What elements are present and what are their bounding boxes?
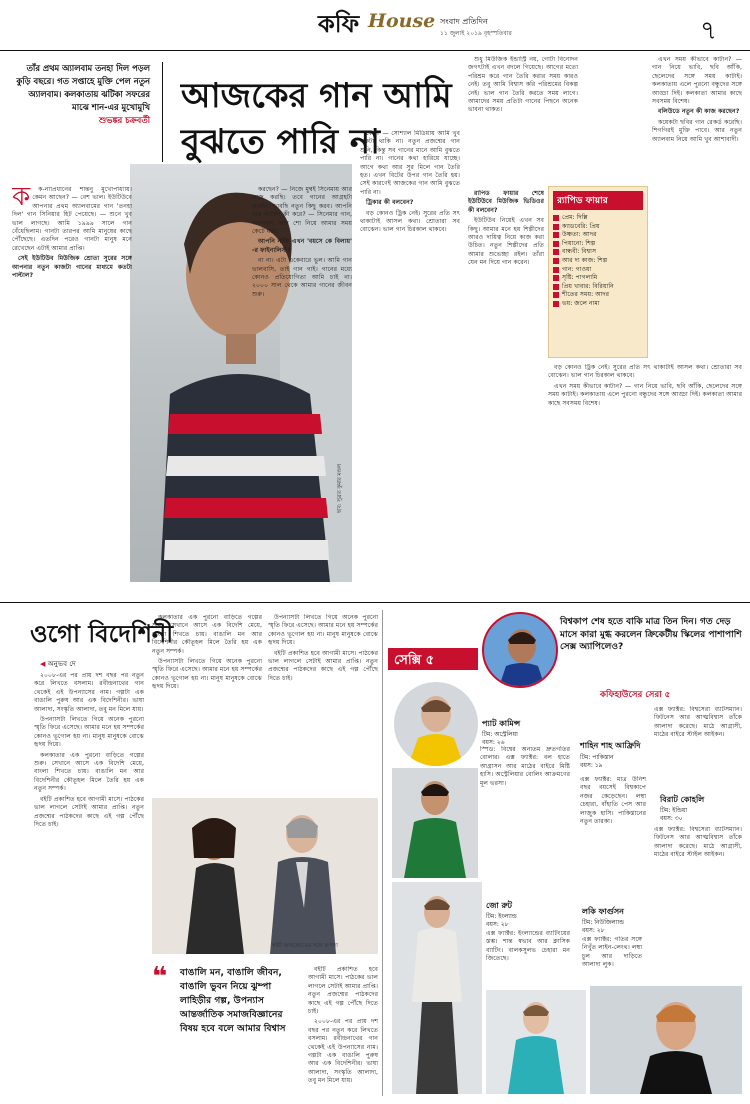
shaheen-text: এক্স ফ্যাক্টর: মাত্র উনিশ বছর বয়সেই বিশ্বকাপে নজর কেড়েছেন। লম্বা চেহারা, বাঁহাতি পেস আর লাজুক হাসি। পাকিস্তানের নতুন তারকা। [580, 776, 646, 826]
rapid-fire-item-text: আর দ্য কাজ: শিল্প [562, 256, 608, 264]
player-name-ferguson: লকি ফার্গুসন টিম: নিউজিল্যান্ড বয়স: ২৮ [582, 907, 625, 934]
rapid-fire-item [553, 214, 643, 223]
rapid-fire-item [553, 274, 643, 283]
rapid-fire-item-text: প্রেম: দিল্লি [562, 214, 588, 221]
shaheen-stats: টিম: পাকিস্তান বয়স: ১৯ [580, 754, 614, 769]
arrow-icon: ◀ [40, 660, 46, 668]
root-photo [486, 990, 586, 1094]
rapid-fire-item [553, 266, 643, 275]
kohli-photo [482, 612, 558, 688]
rapid-fire-item-text: গান: গাওয়া [562, 265, 592, 273]
rapid-fire-item-text: পিয়ানো: শিল্প [562, 239, 596, 247]
cummins-portrait-icon [394, 682, 478, 766]
bullet-square-icon [553, 275, 559, 281]
cummins-full-photo [392, 882, 482, 1094]
couple-photo-caption: স্বামী আনন্দ্রোত্রের সঙ্গে রুপসা [272, 943, 338, 949]
section-rule [0, 602, 750, 603]
bideshini-byline: ◀ অনুভব দে [40, 660, 76, 668]
rapid-fire-item-text: শীতের সময়: আদর [562, 291, 610, 299]
rapid-fire-item [553, 257, 643, 266]
kohli-text: এক্স ফ্যাক্টর: বিশ্বসেরা ব্যাটসম্যান। ফিটনেস আর আত্মবিশ্বাস তাঁকে আলাদা করেছে। মাঠে আগ্রাসী, মাঠের বাইরে স্টাইল আইকন। [654, 826, 742, 859]
ferguson-photo [590, 986, 742, 1094]
story-column-2: করছেন? — নিজে মুম্বই সিনেমায় আর কাজ করছি। তবে গানের আগ্রহটা কমেনি। ভাবছি নতুন কিছু করব। আপনি ব্যস্ত থাকেন কী করে? — সিনেমার গান, অ্যালবাম আর শো নিয়ে আমার সময় কেটে যায়। আপনি নাকি এখন 'বয়সে কে বিলায়' -র ফাইনালিস্ট? না না। এটা একেবারে ভুল। আমি গান ভালবাসি, তাই গান গাই। গানের মধ্যে কোনও প্রতিযোগিতা আমি চাই না। ২০০০ সাল থেকে আমার গানের জীবন শুরু। [252, 186, 352, 298]
bullet-square-icon [553, 284, 559, 290]
bideshini-title: ওগো বিদেশিনী [30, 620, 174, 648]
rapid-fire-list [553, 214, 643, 309]
issue-date: ১১ জুলাই ২০১৯ বৃহস্পতিবার [440, 30, 512, 37]
drop-cap: ক [12, 186, 31, 212]
bullet-square-icon [553, 241, 559, 247]
story-column-4: শুধু মিউজিক ইন্ডাস্ট্রি নয়, গোটা বিনোদন জগৎটাই এখন বদলে গিয়েছে। আগের মতো পরিশ্রম করে গান তৈরি করার সময় কারও নেই। তবু আমি বিশ্বাস করি পরিশ্রমের বিকল্প নেই। ভাল গান তৈরি করতে সময় লাগে। আমাদের সময় প্রতিটা গানের পিছনে অনেক ভাবনা থাকত। [468, 56, 578, 114]
logo-right: House [368, 10, 436, 32]
sexy5-title: সেক্সি ৫ [394, 653, 435, 668]
vertical-divider [382, 610, 383, 1096]
cummins-full-icon [392, 882, 482, 1094]
byline: শুভঙ্কর চক্রবর্তী [98, 115, 150, 125]
bullet-square-icon [553, 258, 559, 264]
shaheen-portrait-icon [392, 768, 478, 878]
paper-name: সংবাদ প্রতিদিন [440, 17, 488, 26]
story-column-4b: রাপিড ফায়ার শেষে ইউটিউবে মিউজিক ভিডিওর কী বলবেন? ইউটিউব নিয়েই এখন সব কিছু। আমার মনে হয় শিল্পীদের আরও দায়িত্ব নিয়ে কাজ করা উচিত। নতুন শিল্পীদের প্রতি আমার শুভেচ্ছা রইল। তাঁরা যেন মন দিয়ে গান করেন। [468, 190, 544, 267]
ferguson-portrait-icon [590, 986, 742, 1094]
story-column-3: কেন? — সোশ্যাল মিডিয়ায় আমি খুব একটা থাকি না। নতুন প্রজন্মের গান শুনি, কিন্তু সব গানের মানে আমি বুঝতে পারি না। গানের কথা হারিয়ে যাচ্ছে। আগে কথা আর সুর মিলে গান তৈরি হত। এখন বিটের উপর গান তৈরি হয়। সেই কারণেই আজকের গান আমি বুঝতে পারি না। ট্রিকার কী বলবেন? বড় কোনও ট্রিক নেই। সুরের প্রতি সৎ থাকাটাই আসল কথা। শ্রোতারা সব বোঝেন। ভাল গান চিরকাল থাকবে। [360, 130, 460, 234]
photo-credit: ছবি: সুব্রত কুমার মণ্ডল [337, 464, 343, 514]
page-number: ৭ [700, 16, 717, 46]
bullet-square-icon [553, 232, 559, 238]
rapid-fire-item [553, 248, 643, 257]
kohli-portrait-icon [484, 614, 558, 688]
shaheen-photo [392, 768, 478, 878]
couple-illustration-icon [152, 798, 378, 954]
rapid-fire-title: র‍্যাপিড ফায়ার [553, 191, 643, 210]
rapid-fire-item [553, 231, 643, 240]
cummins-photo [394, 682, 478, 766]
player-name-kohli: বিরাট কোহলি টিম: ইন্ডিয়া বয়স: ৩০ [660, 795, 705, 822]
bullet-square-icon [553, 292, 559, 298]
sexy5-title-banner [388, 648, 478, 670]
bullet-square-icon [553, 224, 559, 230]
headline-line2: বুঝতে পারি না [181, 122, 381, 162]
story-column-1: ক ক-ন্যাপ্রধানের শান্তনু মুখোপাধ্যায়। কেমন আছেন? — বেশ ভাল। ইউটিউবে আপনার প্রথম অ্যালবামের গান 'তনহা দিল' গান সিনিয়ার হিট পেয়েছে। — শুনে খুব ভাল লাগছে। আমি ১৯৯৯ সালে গান বেঁধেছিলাম। গানটা তারপর আমি মানুষের কাছে পৌঁছেছে। এতদিন পরেও গানটা মানুষ মনে রেখেছেন এটাই আমার প্রাপ্তি। সেই ইউটিউব মিউজিক শ্রোতা সুরের সঙ্গে আপনার নতুন কাজটা গানের মাধ্যমে কতটা পাল্টাল? [12, 186, 132, 280]
root-portrait-icon [486, 990, 586, 1094]
rapid-fire-item [553, 300, 643, 309]
ferguson-text: এক্স ফ্যাক্টর: গতির সঙ্গে নিখুঁত লাইন-লেংথ। লম্বা চুল আর দাড়িতে আলাদা লুক। [582, 936, 642, 969]
rapid-fire-item [553, 291, 643, 300]
bullet-square-icon [553, 301, 559, 307]
rapid-fire-item-text: উষ্ণতা: আদর [562, 231, 597, 239]
rapid-fire-item-text: বান্ধবী: বিশ্বাস [562, 248, 597, 256]
story-column-6: এখন সময় কীভাবে কাটান? — গান নিয়ে ভাবি, ছবি আঁকি, ছেলেদের সঙ্গে সময় কাটাই। কলকাতায় এলে পুরনো বন্ধুদের সঙ্গে আড্ডা দিই। কলকাতা আমার কাছে সবসময় বিশেষ। বলিউডে নতুন কী কাজ করছেন? কয়েকটা ছবির গান রেকর্ড করেছি। শিগগিরই মুক্তি পাবে। আর নতুন অ্যালবাম নিয়ে আমি খুব আশাবাদী। [652, 56, 742, 143]
couple-photo [152, 798, 378, 954]
rapid-fire-item-text: প্রিয় খাবার: বিরিয়ানি [562, 282, 614, 290]
headline-line1: আজকের গান আমি [181, 76, 452, 116]
kohli-intro-text: এক্স ফ্যাক্টর: বিশ্বসেরা ব্যাটসম্যান। ফিটনেস আর আত্মবিশ্বাস তাঁকে আলাদা করেছে। মাঠে আগ্রাসী, মাঠের বাইরে স্টাইল আইকন। [654, 706, 742, 739]
rapid-fire-item [553, 223, 643, 232]
quote-side-text: বইটি প্রকাশিত হবে আগামী মাসে। পাঠকের ভাল লাগলে সেটাই আমার প্রাপ্তি। নতুন প্রজন্মের পাঠকদের কাছে এই গল্প পৌঁছে দিতে চাই। ২০০৮-এর পর প্রায় দশ বছর পর নতুন করে লিখতে বসলাম। রবীন্দ্রনাথের গান থেকেই এই উপন্যাসের নাম। গল্পটা এক বাঙালি পুরুষ আর এক বিদেশিনীর। ভাষা আলাদা, সংস্কৃতি আলাদা, তবু মন মিলে যায়। [308, 966, 378, 1085]
root-text: এক্স ফ্যাক্টর: ইংল্যান্ডের ব্যাটিংয়ের স্তম্ভ। শান্ত স্বভাব আর ক্লাসিক ব্যাটিং। বালকসুলভ চেহারা মন জিতেছে। [486, 930, 570, 963]
bullet-square-icon [553, 249, 559, 255]
logo-left: কফি [318, 9, 360, 38]
quote-text: বাঙালি মন, বাঙালি জীবন, বাঙালি ভুবন নিয়ে ঝুম্পা লাহিড়ীর গল্প, উপন্যাস আন্তর্জাতিক সমাজবিজ্ঞানের বিষয় হবে বলে আমার বিশ্বাস [180, 967, 286, 1034]
cummins-text: স্পিড: বিশ্বের অন্যতম দ্রুতগতির বোলার। এক্স ফ্যাক্টর: বল হাতে আগ্রাসন আর মাঠের বাইরে মিষ্টি হাসি। অস্ট্রেলিয়ার বোলিং আক্রমণের মূল ভরসা। [480, 746, 570, 787]
header-rule [0, 50, 750, 51]
player-name-root: জো রুট টিম: ইংল্যান্ড বয়স: ২৮ [486, 901, 517, 928]
rapid-fire-item-text: সৃষ্টি: পাগলামি [562, 274, 598, 282]
sexy5-tag: কফিহাউসের সেরা ৫ [600, 690, 671, 700]
bullet-square-icon [553, 215, 559, 221]
story-column-6b: বড় কোনও ট্রিক নেই। সুরের প্রতি সৎ থাকাটাই আসল কথা। শ্রোতারা সব বোঝেন। ভাল গান চিরকাল থাকবে। এখন সময় কীভাবে কাটান? — গান নিয়ে ভাবি, ছবি আঁকি, ছেলেদের সঙ্গে সময় কাটাই। কলকাতায় এলে পুরনো বন্ধুদের সঙ্গে আড্ডা দিই। কলকাতা আমার কাছে সবসময় বিশেষ। [548, 364, 742, 407]
rapid-fire-item-text: ক্যাডবেরি: প্রিয় [562, 222, 600, 230]
page-header [0, 0, 750, 54]
quote-icon: ❝ [152, 962, 168, 992]
bideshini-column-2: কলকাতার এক পুরনো বাড়িতে গল্পের শুরু। সেখানে আসে এক বিদেশি মেয়ে, বাংলা শিখতে চায়। বাঙালি মন আর বিদেশিনীর কৌতূহল মিলে তৈরি হয় এক নতুন সম্পর্ক। উপন্যাসটা লিখতে গিয়ে অনেক পুরনো স্মৃতি ফিরে এসেছে। আমার মনে হয় সম্পর্কের কোনও ভূগোল হয় না। মানুষ মানুষকে বোঝে হৃদয় দিয়ে। [152, 614, 262, 691]
rapid-fire-item-text: ভয়: জলে নামা [562, 299, 600, 307]
bideshini-column-1: ২০০৮-এর পর প্রায় দশ বছর পর নতুন করে লিখতে বসলাম। রবীন্দ্রনাথের গান থেকেই এই উপন্যাসের নাম। গল্পটা এক বাঙালি পুরুষ আর এক বিদেশিনীর। ভাষা আলাদা, সংস্কৃতি আলাদা, তবু মন মিলে যায়। উপন্যাসটা লিখতে গিয়ে অনেক পুরনো স্মৃতি ফিরে এসেছে। আমার মনে হয় সম্পর্কের কোনও ভূগোল হয় না। মানুষ মানুষকে বোঝে হৃদয় দিয়ে। কলকাতার এক পুরনো বাড়িতে গল্পের শুরু। সেখানে আসে এক বিদেশি মেয়ে, বাংলা শিখতে চায়। বাঙালি মন আর বিদেশিনীর কৌতূহল মিলে তৈরি হয় এক নতুন সম্পর্ক। বইটি প্রকাশিত হবে আগামী মাসে। পাঠকের ভাল লাগলে সেটাই আমার প্রাপ্তি। নতুন প্রজন্মের পাঠকদের কাছে এই গল্প পৌঁছে দিতে চাই। [34, 672, 144, 828]
bullet-square-icon [553, 267, 559, 273]
player-name-cummins: প্যাট কামিন্স টিম: অস্ট্রেলিয়া বয়স: ২৬ [482, 719, 521, 746]
rapid-fire-box [548, 186, 648, 358]
sexy5-headline: বিশ্বকাপ শেষ হতে বাকি মাত্র তিন দিন। গত দেড় মাসে কারা মুগ্ধ করলেন ক্রিকেটীয় স্কিলের পাশাপাশি সেক্স অ্যাপিলেও? [560, 617, 742, 652]
intro-text: তাঁর প্রথম অ্যালবাম তনহা দিল পড়ল কুড়ি বছরে। গত সপ্তাহে মুক্তি পেল নতুন অ্যালবাম। কলকাতায় ঝটিকা সফরের মাঝে শান-এর মুখোমুখি শুভঙ্কর চক্রবর্তী [12, 62, 150, 127]
quote-block [152, 962, 378, 1094]
player-name-shaheen: শাহিন শাহ আফ্রিদি [580, 741, 641, 750]
bideshini-column-3: উপন্যাসটা লিখতে গিয়ে অনেক পুরনো স্মৃতি ফিরে এসেছে। আমার মনে হয় সম্পর্কের কোনও ভূগোল হয় না। মানুষ মানুষকে বোঝে হৃদয় দিয়ে। বইটি প্রকাশিত হবে আগামী মাসে। পাঠকের ভাল লাগলে সেটাই আমার প্রাপ্তি। নতুন প্রজন্মের পাঠকদের কাছে এই গল্প পৌঁছে দিতে চাই। [268, 614, 378, 682]
